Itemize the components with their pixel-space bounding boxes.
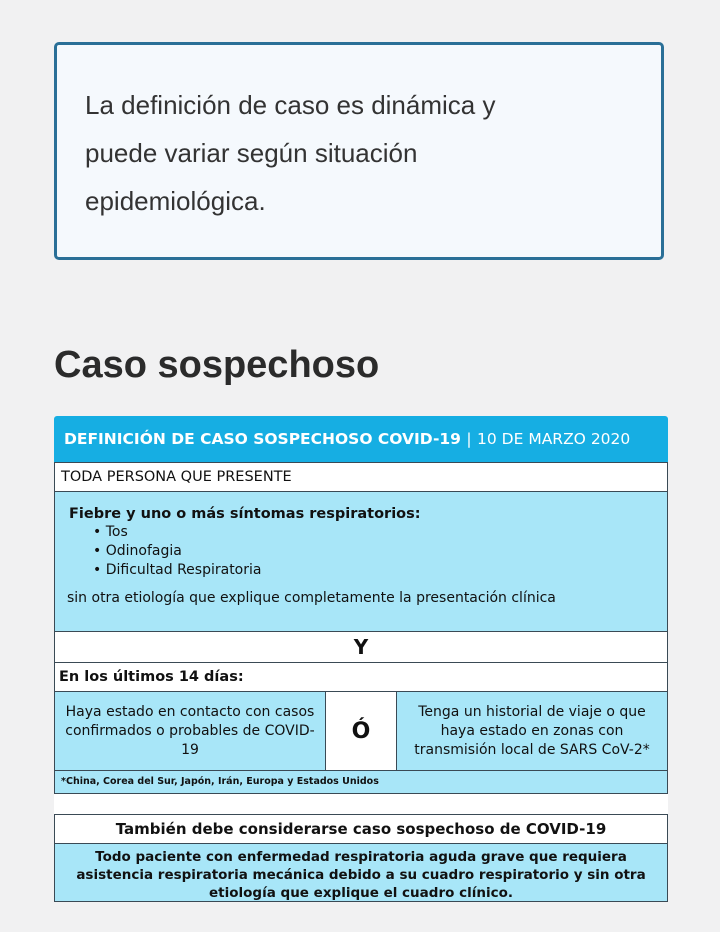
sheet-header-separator: | [466,430,472,448]
symptoms-block [54,492,668,632]
also-title: También debe considerarse caso sospechoso de COVID-19 [54,814,668,844]
conditions-row [54,692,668,771]
note-line-2: puede variar según situación [85,138,418,168]
symptoms-tail: sin otra etiología que explique completamente la presentación clínica [67,590,556,606]
also-body: Todo paciente con enfermedad respiratoria aguda grave que requiera asistencia respiratoria mecánica debido a su cuadro respiratorio y sin otra etiología que explique el cuadro clínico. [54,844,668,902]
days-row: En los últimos 14 días: [54,663,668,692]
and-row: Y [54,632,668,663]
symptom-item: • Odinofagia [93,542,667,561]
info-note [54,42,664,260]
sheet-header [54,416,668,462]
note-line-1: La definición de caso es dinámica y [85,90,496,120]
spacer [54,794,668,814]
travel-condition: Tenga un historial de viaje o que haya estado en zonas con transmisión local de SARS CoV-2* [397,692,667,770]
or-label: Ó [325,692,397,770]
symptoms-list [63,523,667,580]
intro-row: TODA PERSONA QUE PRESENTE [54,462,668,492]
sheet-header-date: 10 DE MARZO 2020 [477,430,631,448]
note-line-3: epidemiológica. [85,186,266,216]
symptom-item: • Dificultad Respiratoria [93,561,667,580]
sheet-header-title: DEFINICIÓN DE CASO SOSPECHOSO COVID-19 [64,430,461,448]
footnote: *China, Corea del Sur, Japón, Irán, Europa y Estados Unidos [54,771,668,794]
case-definition-sheet [54,416,668,902]
contact-condition: Haya estado en contacto con casos confirmados o probables de COVID-19 [55,692,325,770]
section-title: Caso sospechoso [54,344,380,386]
symptom-item: • Tos [93,523,667,542]
symptoms-lead: Fiebre y uno o más síntomas respiratorios: [69,506,421,522]
